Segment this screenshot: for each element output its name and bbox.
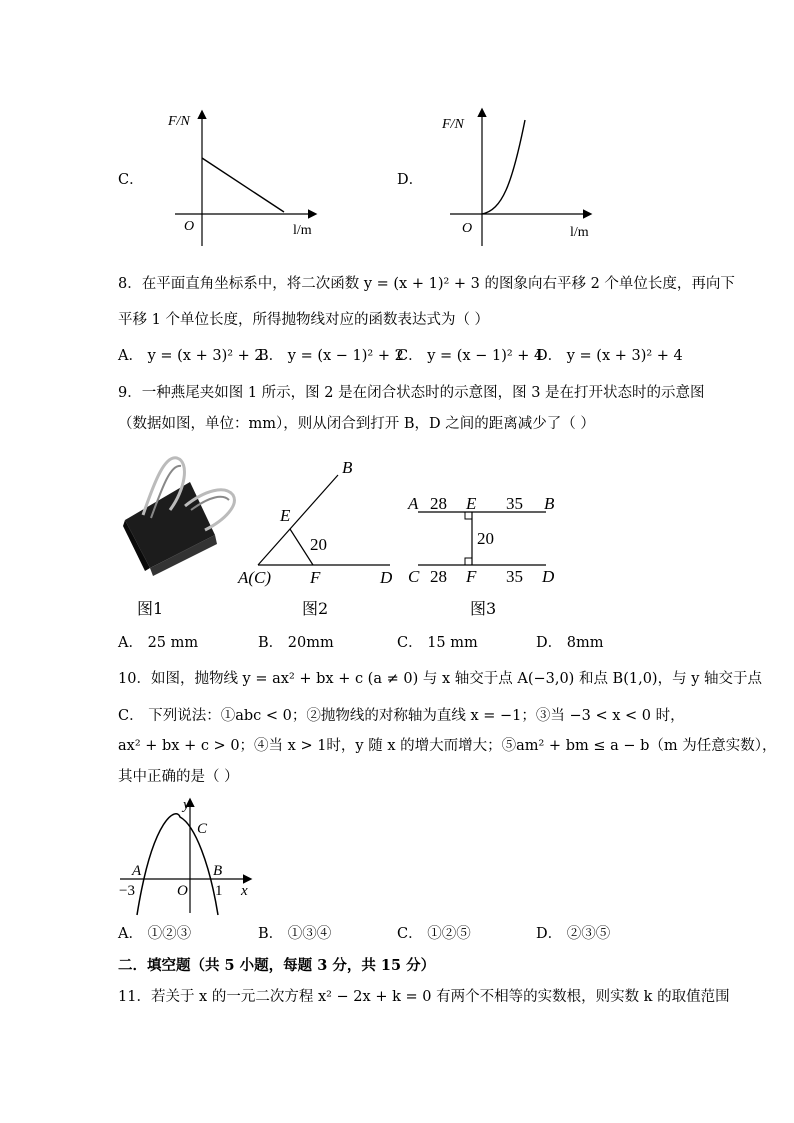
graph-c-ylabel: F/N (168, 114, 190, 129)
q10-text-line2: C． 下列说法：①abc < 0；②抛物线的对称轴为直线 x = −1；③当 −3 < x < 0 时， (118, 708, 685, 724)
figure-3-diagram (400, 490, 570, 590)
q9-option-c: C． 15 mm (397, 635, 478, 651)
q8-text-line1: 8．在平面直角坐标系中，将二次函数 y = (x + 1)² + 3 的图象向右平移 2 个单位长度，再向下 (118, 276, 735, 292)
q10-option-d: D． ②③⑤ (536, 926, 611, 942)
fig3-label-a: A (408, 494, 419, 513)
graph-tick-1: 1 (215, 883, 223, 899)
q11-text-line1: 11．若关于 x 的一元二次方程 x² − 2x + k = 0 有两个不相等的实数根，则实数 k 的取值范围 (118, 989, 730, 1005)
fig2-label-b: B (342, 458, 353, 477)
q8-option-a: A． y = (x + 3)² + 2 (118, 348, 264, 364)
fig2-label-f: F (310, 568, 321, 587)
fig3-length-20: 20 (477, 529, 494, 548)
figure-3-caption: 图3 (470, 599, 497, 618)
fig3-length-28-top: 28 (430, 494, 447, 513)
fig3-length-35-top: 35 (506, 494, 523, 513)
q9-option-d: D． 8mm (536, 635, 604, 651)
fig2-label-d: D (380, 568, 393, 587)
graph-axis-x: x (241, 883, 248, 899)
q9-option-b: B． 20mm (258, 635, 334, 651)
graph-point-a: A (132, 863, 142, 879)
fig3-label-b: B (544, 494, 555, 513)
fig2-label-ac: A(C) (238, 568, 272, 587)
force-graph-c (160, 100, 330, 250)
fig3-length-35-bottom: 35 (506, 567, 523, 586)
section-heading-fill-blank: 二．填空题（共 5 小题，每题 3 分，共 15 分） (118, 957, 436, 974)
q10-option-b: B． ①③④ (258, 926, 332, 942)
fig3-label-d: D (542, 567, 555, 586)
graph-point-c: C (197, 821, 208, 837)
graph-c-origin: O (184, 219, 195, 234)
binder-clip-image (115, 450, 240, 575)
figure-2-diagram (230, 455, 410, 590)
q8-option-c: C． y = (x − 1)² + 4 (397, 348, 544, 364)
graph-d-origin: O (462, 221, 473, 236)
fig2-label-e: E (280, 506, 291, 525)
graph-tick-neg3: −3 (119, 883, 135, 899)
fig3-label-c: C (408, 567, 420, 586)
q9-text-line2: （数据如图，单位：mm），则从闭合到打开 B，D 之间的距离减少了（ ） (118, 416, 595, 432)
fig3-label-e: E (466, 494, 477, 513)
fig3-length-28-bottom: 28 (430, 567, 447, 586)
q8-option-b: B． y = (x − 1)² + 2 (258, 348, 404, 364)
graph-d-ylabel: F/N (442, 117, 464, 132)
option-d-label: D． (397, 172, 424, 188)
option-c-label: C． (118, 172, 144, 188)
q10-text-line3: ax² + bx + c > 0；④当 x > 1时，y 随 x 的增大而增大；⑤am² + bm ≤ a − b（m 为任意实数）， (118, 738, 777, 754)
graph-origin: O (177, 883, 188, 899)
graph-axis-y: y (183, 797, 190, 813)
graph-c-xlabel: l/m (293, 223, 312, 238)
figure-2-caption: 图2 (302, 599, 329, 618)
q9-option-a: A． 25 mm (118, 635, 199, 651)
q10-text-line4: 其中正确的是（ ） (118, 769, 239, 785)
fig3-label-f: F (466, 567, 477, 586)
fig2-length-20: 20 (310, 535, 327, 554)
q10-option-a: A． ①②③ (118, 926, 192, 942)
q9-text-line1: 9．一种燕尾夹如图 1 所示，图 2 是在闭合状态时的示意图，图 3 是在打开状态时的示意图 (118, 385, 705, 401)
graph-point-b: B (213, 863, 223, 879)
q10-option-c: C． ①②⑤ (397, 926, 471, 942)
q10-text-line1: 10．如图，抛物线 y = ax² + bx + c (a ≠ 0) 与 x 轴交于点 A(−3,0) 和点 B(1,0)，与 y 轴交于点 (118, 671, 762, 687)
q8-text-line2: 平移 1 个单位长度，所得抛物线对应的函数表达式为（ ） (118, 312, 490, 328)
force-graph-d (440, 100, 610, 250)
graph-d-xlabel: l/m (570, 225, 589, 240)
q8-option-d: D． y = (x + 3)² + 4 (536, 348, 683, 364)
figure-1-caption: 图1 (137, 599, 164, 618)
parabola-graph (115, 795, 265, 920)
